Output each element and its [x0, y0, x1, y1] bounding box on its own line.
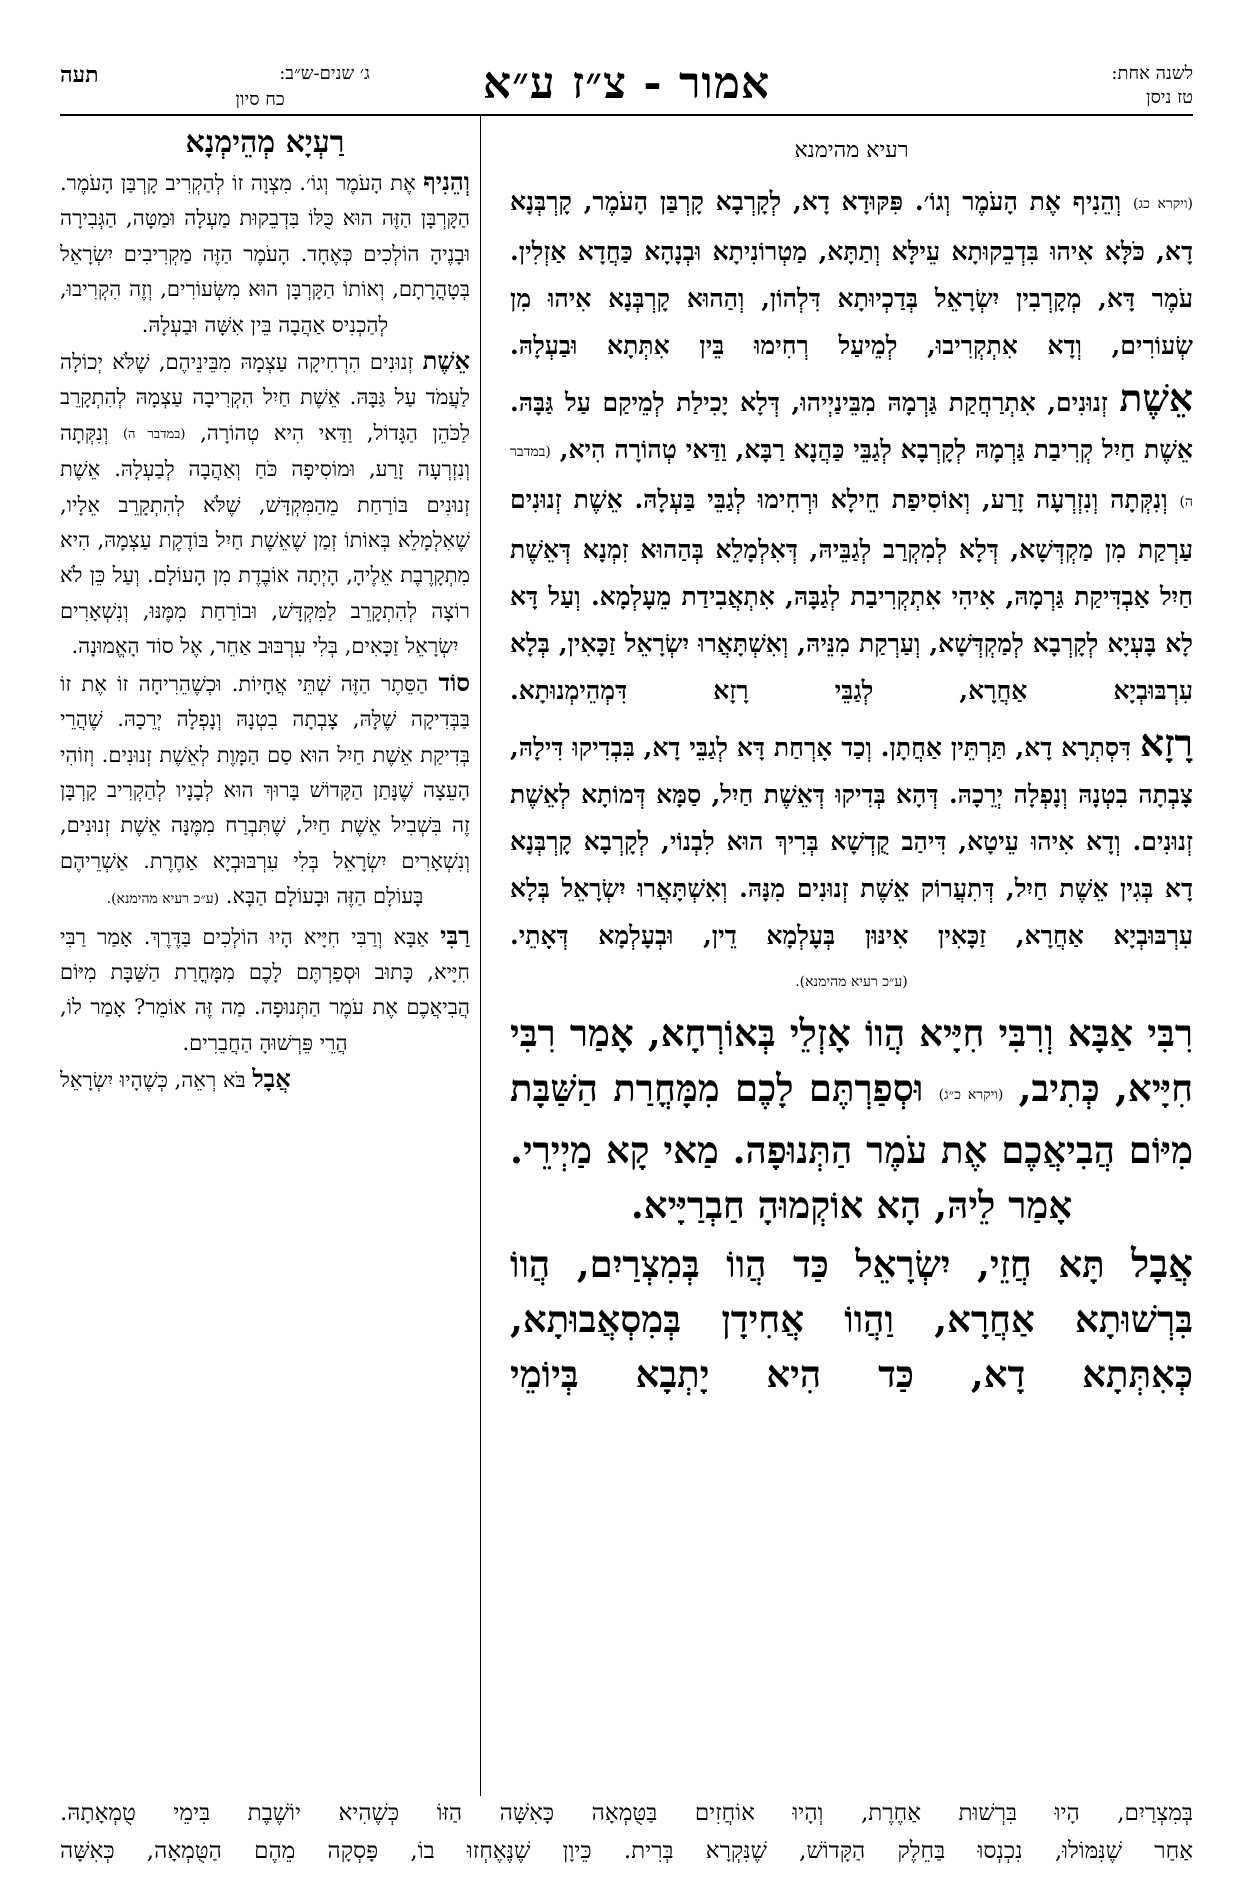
header-rule	[60, 114, 1193, 116]
paragraph-lead-word: וְהֵנִיף	[423, 167, 470, 196]
paragraph-lead-word: אֲבָל	[1131, 1242, 1193, 1287]
header-three-years-label: ג׳ שנים-ש״ב:	[279, 63, 370, 84]
section-end-note: (ע״כ רעיא מהימנא).	[106, 891, 220, 908]
main-large-paragraph-2	[510, 1237, 1193, 1402]
page-title: אמור - צ״ז ע״א	[482, 58, 771, 109]
header-one-year-label: לשנה אחת:	[1111, 63, 1193, 84]
header-one-year-date: טז ניסן	[1145, 87, 1193, 108]
main-paragraph-1	[510, 178, 1193, 369]
main-section-title: רעיא מהימנא	[794, 138, 909, 163]
side-paragraph-2-text-b: וְנִקְּתָה וְנִזְרְעָה זָרַע, וּמוֹסִיפָה כֹּחַ וְאַהֲבָה לְבַעְלָהּ. אֵשֶׁת זְנוּנִים בּוֹרַחַת מֵהַמִּקְדָּשׁ, שֶׁלֹּא לְהִתְקָרֵב אֵלָיו, שֶׁאִלְמָלֵא בְּאוֹתוֹ זְמַן שֶׁאֵשֶׁת חַיִל בּוֹדֶקֶת עַצְמָהּ, הִיא מִתְקָרֶבֶת אֵלֶיהָ, הָיְתָה אוֹבֶדֶת מִן הָעוֹלָם. וְעַל כֵּן לֹא רוֹצָה לְהִתְקָרֵב לַמִּקְדָּשׁ, וּבוֹרַחַת מִמֶּנּוּ, וְנִשְׁאָרִים יִשְׂרָאֵל זַכָּאִים, בְּלִי עִרְבּוּב אַחֵר, אֶל סוֹד הָאֱמוּנָה.	[60, 420, 470, 659]
section-end-note-text: (ע״כ רעיא מהימנא).	[795, 974, 908, 990]
verse-reference: (במדבר ה)	[122, 426, 186, 442]
side-paragraph-1-text: אֶת הָעֹמֶר וְגוֹ׳. מִצְוָה זוֹ לְהַקְרִיב קָרְבַּן הָעֹמֶר. הַקָּרְבָּן הַזֶּה הוּא כֻּלּוֹ בִּדְבֵקוּת מַעְלָה וּמַטָּה, הַגְּבִירָה וּבָנֶיהָ הוֹלְכִים כְּאֶחָד. הָעֹמֶר הַזֶּה מַקְרִיבִים יִשְׂרָאֵל בְּטָהֳרָתָם, וְאוֹתוֹ הַקָּרְבָּן הוּא מִשְּׂעוֹרִים, וְזֶה הִקְרִיבוּ, לְהַכְנִיס אַהֲבָה בֵּין אִשָּׁה וּבַעְלָהּ.	[60, 171, 470, 337]
main-paragraph-3	[510, 720, 1193, 959]
main-paragraph-2-text-b: וְנִקְּתָה וְנִזְרְעָה זָרַע, וְאוֹסִיפַת חֵילָא וּרְחִימוּ לְגַבֵּי בַּעְלָהּ. אֵשֶׁת זְנוּנִים עַרְקַת מִן מַקְדְּשָׁא, דְּלָא לְמִקְרַב לְגַבֵּיהּ, דְּאִלְמָלֵא בְּהַהוּא זִמְנָא דְּאֵשֶׁת חַיִל אַבְדִּיקַת גַּרְמָהּ, אִיהִי אִתְקְרִיבַת לְגַבָּהּ, אִתְאֲבִידַת מֵעָלְמָא. וְעַל דָּא לָא בָּעְיָא לְקָרְבָא לְמַקְדְּשָׁא, וְעַרְקַת מִנֵּיהּ, וְאִשְׁתָּאֲרוּ יִשְׂרָאֵל זַכָּאִין, בְּלָא עִרְבּוּבְיָא אַחֲרָא, לְגַבֵּי רָזָא דִּמְהֵימְנוּתָא.	[510, 485, 1193, 705]
side-paragraph-3	[60, 665, 470, 918]
main-paragraph-2	[510, 375, 1193, 714]
main-large-paragraph-1-text-b: וּסְפַרְתֶּם לָכֶם מִמָּחֳרַת הַשַּׁבָּת מִיּוֹם הֲבִיאֲכֶם אֶת עֹמֶר הַתְּנוּפָה. מַאי קָא מַיְירֵי. אָמַר לֵיהּ, הָא אוֹקְמוּהָ חַבְרַיָּיא.	[510, 1066, 1193, 1227]
section-end-note	[510, 965, 1193, 998]
header-three-years-date: כח סיון	[235, 89, 285, 110]
main-paragraph-1-text: וְהֵנִיף אֶת הָעֹמֶר וְגוֹ׳. פִּקּוּדָא דָא, לְקָרְבָא קָרְבַּן הָעֹמֶר, קָרְבְּנָא דָא, כֹּלָּא אִיהוּ בִּדְבֵקוּתָא עֵילָּא וְתַתָּא, מַטְרוֹנִיתָא וּבְנָהָא כַּחֲדָא אַזְלִין. עֹמֶר דָּא, מְקָרְבִין יִשְׂרָאֵל בְּדַכְיוּתָא דִּלְהוֹן, וְהַהוּא קָרְבְּנָא אִיהוּ מִן שְׂעוֹרִים, וְדָא אִתְקְרִיבוּ, לְמֵיעַל רְחִימוּ בֵּין אִתְּתָא וּבַעְלָהּ.	[510, 187, 1193, 360]
page-header	[60, 58, 1193, 118]
side-paragraph-4-text: אַבָּא וְרַבִּי חִיָּיא הָיוּ הוֹלְכִים בַּדֶּרֶךְ. אָמַר רַבִּי חִיָּיא, כָּתוּב וּסְפַרְתֶּם לָכֶם מִמָּחֳרַת הַשַּׁבָּת מִיּוֹם הֲבִיאֲכֶם אֶת עֹמֶר הַתְּנוּפָה. מַה זֶּה אוֹמֵר? אָמַר לוֹ, הֲרֵי פֵּרְשׁוּהָ הַחֲבֵרִים.	[60, 924, 470, 1055]
main-paragraph-3-text: דִּסְתְרָא דָא, תַּרְתֵּין אַחֲתָן. וְכַד אָרְחַת דָּא לְגַבֵּי דָא, בִּבְדִיקוּ דִּילָהּ, צָבְתָה בִטְנָהּ וְנָפְלָה יְרֵכָהּ. דְּהָא בְּדִיקוּ דְּאֵשֶׁת חַיִל, סַמָּא דְּמוֹתָא לְאֵשֶׁת זְנוּנִים. וְדָא אִיהוּ עֵיטָא, דִּיהַב קֻדְשָׁא בְּרִיךְ הוּא לִבְנוֹי, לְקָרְבָא קָרְבְּנָא דָא בְּגִין אֵשֶׁת חַיִל, דְּתִעֲרוֹק אֵשֶׁת זְנוּנִים מִנָּהּ. וְאִשְׁתָּאֲרוּ יִשְׂרָאֵל בְּלָא עִרְבּוּבְיָא אַחֲרָא, זַכָּאִין אִינּוּן בְּעָלְמָא דֵין, וּבְעָלְמָא דְּאָתֵי.	[510, 733, 1193, 950]
verse-reference: (ויקרא כ״ג)	[938, 1087, 1004, 1103]
verse-reference: (ויקרא כג)	[1133, 196, 1193, 212]
side-column	[60, 124, 470, 1794]
paragraph-lead-word: אֵשֶׁת	[422, 346, 470, 376]
bottom-line-2: אַחַר שֶׁנִּמּוֹלוּ, נִכְנְסוּ בַּחֵלֶק הַקָּדוֹשׁ, שֶׁנִּקְרָא בְּרִית. כֵּיוָן שֶׁנֶּאֶחְזוּ בוֹ, פָּסְקָה מֵהֶם הַטֻּמְאָה, כְּאִשָּׁה	[60, 1838, 1193, 1864]
main-paragraph-2-text-a: זְנוּנִים, אִתְרַחֲקַת גַּרְמָהּ מִבֵּינַיְיהוּ, דְּלָא יָכִילַת לְמֵיקַם עַל גַּבָּהּ. אֵשֶׁת חַיִל קְרִיבַת גַּרְמָהּ לְקָרְבָא לְגַבֵּי כַּהֲנָא רַבָּא, וַדַּאי טְהוֹרָה הִיא,	[510, 388, 1193, 464]
paragraph-lead-word: אֵשֶׁת	[1119, 376, 1193, 420]
side-paragraph-3-text: הַסֵּתֶר הַזֶּה שְׁתֵּי אֲחָיוֹת. וּכְשֶׁהֵרִיחָה זוֹ אֶת זוֹ בַּבְּדִיקָה שֶׁלָּהּ, צָבְתָה בִטְנָהּ וְנָפְלָה יְרֵכָהּ. שֶׁהֲרֵי בְּדִיקַת אֵשֶׁת חַיִל הוּא סַם הַמָּוֶת לְאֵשֶׁת זְנוּנִים. וְזוֹהִי הָעֵצָה שֶׁנָּתַן הַקָּדוֹשׁ בָּרוּךְ הוּא לְבָנָיו לְהַקְרִיב קָרְבָּן זֶה בִּשְׁבִיל אֵשֶׁת חַיִל, שֶׁתִּבְרַח מִמֶּנָּה אֵשֶׁת זְנוּנִים, וְנִשְׁאָרִים יִשְׂרָאֵל בְּלִי עִרְבּוּבְיָא אַחֶרֶת. אַשְׁרֵיהֶם בָּעוֹלָם הַזֶּה וּבָעוֹלָם הַבָּא.	[60, 671, 470, 909]
paragraph-lead-word: אֲבָל	[252, 1064, 291, 1094]
main-large-paragraph-1-text-a: רִבִּי אַבָּא וְרִבִּי חִיָּיא הֲווֹ אָזְלֵי בְּאוֹרְחָא, אָמַר רִבִּי חִיָּיא, כְּתִיב,	[510, 1011, 1193, 1110]
page-number: תעה	[60, 62, 99, 88]
side-paragraph-5	[60, 1061, 470, 1098]
verse-reference: (במדבר ה)	[510, 444, 1193, 510]
main-large-paragraph-2-text: תָּא חֲזֵי, יִשְׂרָאֵל כַּד הֲווֹ בְּמִצְרַיִם, הֲווֹ בִּרְשׁוּתָא אַחֲרָא, וַהֲווֹ אֲחִידָן בְּמִסְאֲבוּתָא, כְּאִתְּתָא דָא, כַּד הִיא יָתְבָא בְּיוֹמֵי	[510, 1242, 1193, 1396]
side-section-title: רַעְיָא מְהֵימְנָא	[185, 125, 345, 160]
side-paragraph-1	[60, 164, 470, 343]
main-column	[510, 128, 1193, 1788]
paragraph-lead-word: רָזָא	[1140, 721, 1193, 765]
side-paragraph-4	[60, 918, 470, 1062]
side-paragraph-2-text-a: זְנוּנִים הִרְחִיקָה עַצְמָהּ מִבֵּינֵיהֶם, שֶׁלֹּא יְכוֹלָה לַעֲמֹד עַל גַּבָּהּ. אֵשֶׁת חַיִל הִקְרִיבָה עַצְמָהּ לְהִתְקָרֵב לַכֹּהֵן הַגָּדוֹל, וַדַּאי הִיא טְהוֹרָה,	[60, 350, 470, 445]
column-divider	[480, 116, 481, 1796]
paragraph-lead-word: סוֹד	[438, 667, 470, 697]
paragraph-lead-word: רַבִּי	[440, 920, 470, 950]
bottom-continuation	[60, 1794, 1193, 1870]
side-paragraph-5-text: בֹּא רְאֵה, כְּשֶׁהָיוּ יִשְׂרָאֵל	[60, 1068, 246, 1093]
side-paragraph-2	[60, 343, 470, 665]
bottom-line-1: בְּמִצְרַיִם, הָיוּ בִּרְשׁוּת אַחֶרֶת, וְהָיוּ אוֹחֲזִים בַּטֻּמְאָה כָּאִשָּׁה הַזּוֹ כְּשֶׁהִיא יוֹשֶׁבֶת בִּימֵי טֻמְאָתָהּ.	[60, 1800, 1193, 1826]
main-large-paragraph-1	[510, 1006, 1193, 1233]
